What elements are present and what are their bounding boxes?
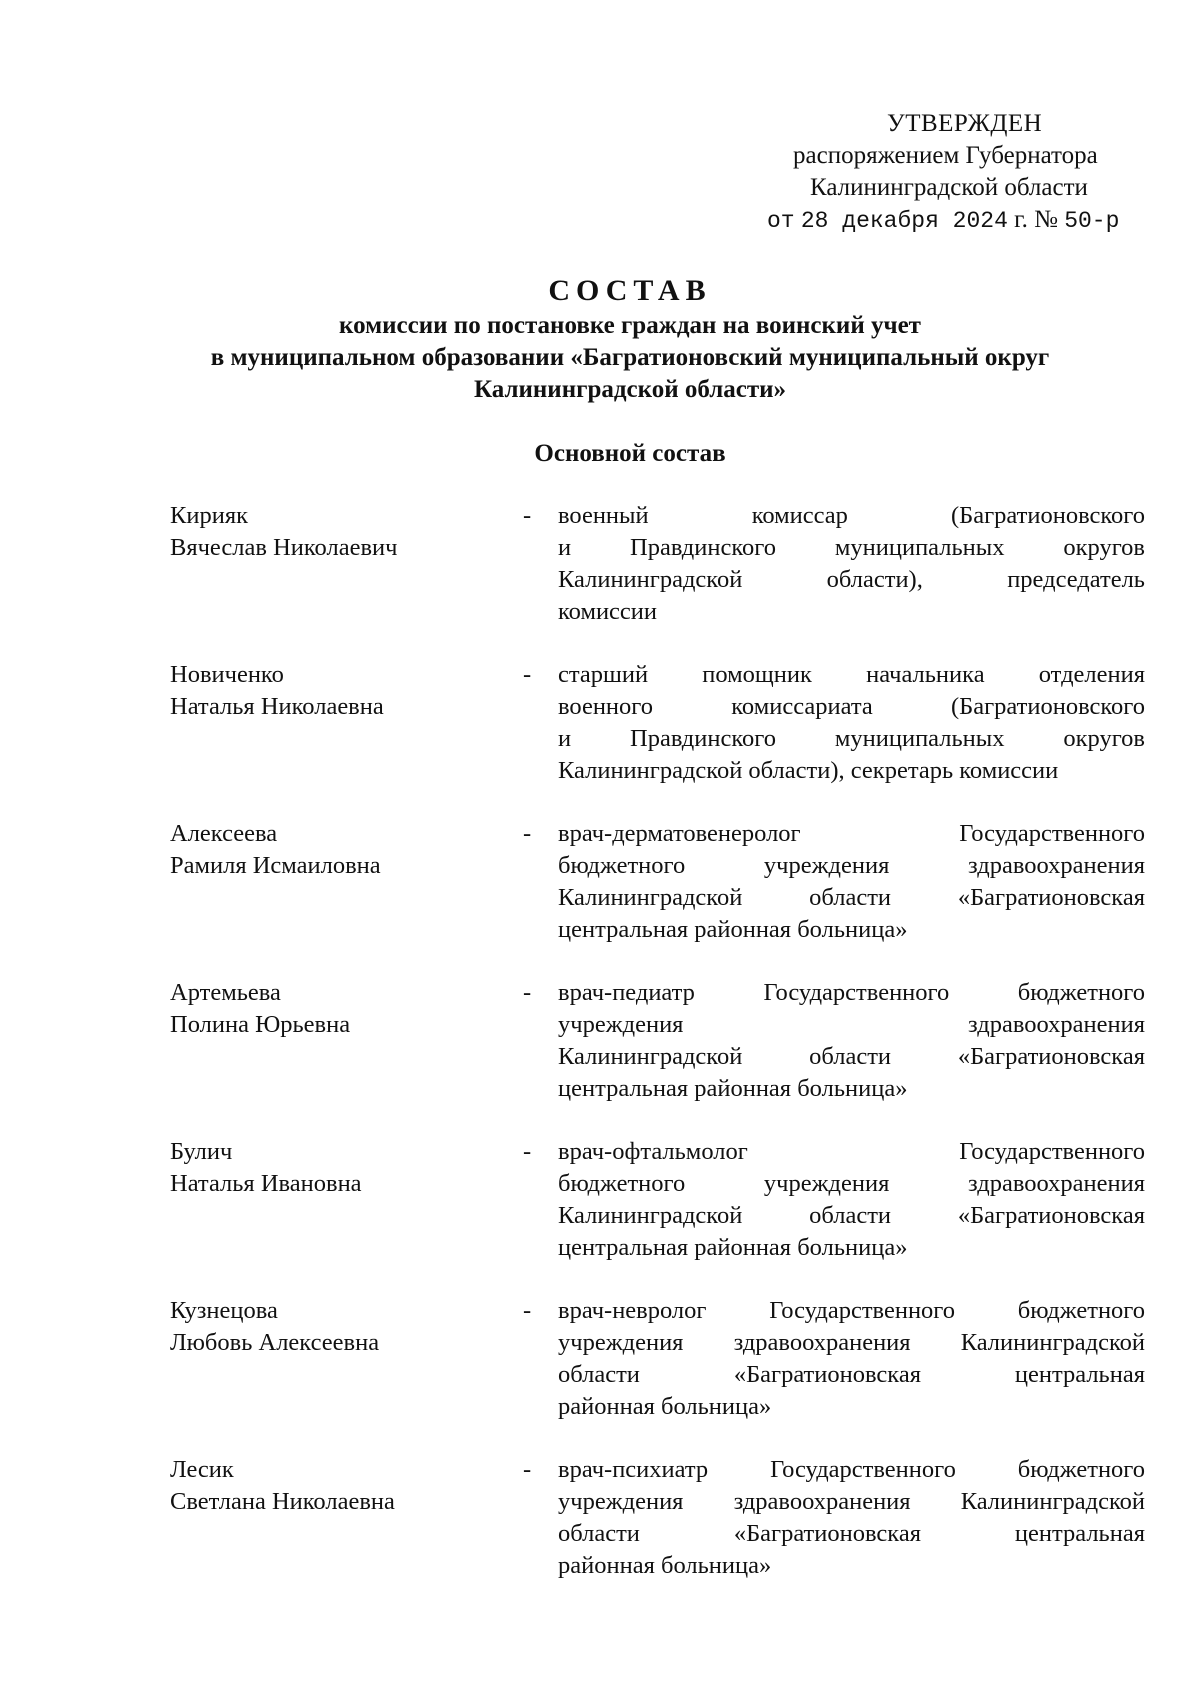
member-given-name: Любовь Алексеевна xyxy=(170,1329,380,1356)
member-description-line: бюджетного учреждения здравоохранения xyxy=(558,1170,1145,1197)
document-heading xyxy=(150,272,1110,406)
member-description-line: области «Багратионовская центральная xyxy=(558,1520,1145,1547)
member-description-line: врач-педиатр Государственного бюджетного xyxy=(558,979,1145,1006)
member-surname: Алексеева xyxy=(170,820,278,847)
member-description-line: центральная районная больница» xyxy=(558,916,908,943)
member-row xyxy=(170,818,1145,977)
member-row xyxy=(170,1136,1145,1295)
member-given-name: Светлана Николаевна xyxy=(170,1488,395,1515)
member-description-line: военного комиссариата (Багратионовского xyxy=(558,693,1145,720)
member-name xyxy=(170,500,490,564)
member-description-line: бюджетного учреждения здравоохранения xyxy=(558,852,1145,879)
member-description xyxy=(558,659,1145,787)
member-description xyxy=(558,818,1145,946)
approval-number-label: г. № xyxy=(1007,206,1065,233)
member-description xyxy=(558,1454,1145,1582)
member-description-line: военный комиссар (Багратионовского xyxy=(558,502,1145,529)
member-name xyxy=(170,1136,490,1200)
member-row xyxy=(170,977,1145,1136)
member-description-line: районная больница» xyxy=(558,1393,772,1420)
member-description-line: учреждения здравоохранения Калининградской xyxy=(558,1488,1145,1515)
member-description-line: Калининградской области), секретарь комиссии xyxy=(558,757,1059,784)
member-description-line: и Правдинского муниципальных округов xyxy=(558,534,1145,561)
member-given-name: Наталья Николаевна xyxy=(170,693,384,720)
member-dash: - xyxy=(523,502,532,529)
member-description xyxy=(558,500,1145,628)
member-given-name: Полина Юрьевна xyxy=(170,1011,351,1038)
member-surname: Новиченко xyxy=(170,661,284,688)
member-description-line: врач-психиатр Государственного бюджетного xyxy=(558,1456,1145,1483)
member-description xyxy=(558,1136,1145,1264)
member-description-line: врач-офтальмолог Государственного xyxy=(558,1138,1145,1165)
member-given-name: Рамиля Исмаиловна xyxy=(170,852,381,879)
member-description-line: Калининградской области «Багратионовская xyxy=(558,1202,1145,1229)
member-row xyxy=(170,1295,1145,1454)
member-description-line: старший помощник начальника отделения xyxy=(558,661,1145,688)
member-dash: - xyxy=(523,979,532,1006)
member-surname: Кузнецова xyxy=(170,1297,278,1324)
member-surname: Булич xyxy=(170,1138,233,1165)
member-name xyxy=(170,659,490,723)
approval-block xyxy=(740,108,1140,237)
member-description-line: комиссии xyxy=(558,598,658,625)
member-name xyxy=(170,977,490,1041)
approval-line-region: Калининградской области xyxy=(810,174,1088,201)
member-surname: Артемьева xyxy=(170,979,281,1006)
member-dash: - xyxy=(523,1456,532,1483)
member-given-name: Наталья Ивановна xyxy=(170,1170,362,1197)
member-surname: Лесик xyxy=(170,1456,234,1483)
member-name xyxy=(170,1295,490,1359)
member-dash: - xyxy=(523,1138,532,1165)
member-description-line: области «Багратионовская центральная xyxy=(558,1361,1145,1388)
member-description-line: центральная районная больница» xyxy=(558,1075,908,1102)
heading-line-2: в муниципальном образовании «Багратионовский муниципальный округ xyxy=(210,344,1050,371)
member-description-line: Калининградской области «Багратионовская xyxy=(558,1043,1145,1070)
member-dash: - xyxy=(523,661,532,688)
member-name xyxy=(170,1454,490,1518)
approval-date-value: 28 декабря 2024 xyxy=(800,208,1008,234)
section-title: Основной состав xyxy=(534,440,726,467)
member-description-line: Калининградской области «Багратионовская xyxy=(558,884,1145,911)
member-given-name: Вячеслав Николаевич xyxy=(170,534,398,561)
approval-line-decree: распоряжением Губернатора xyxy=(793,142,1098,169)
member-description-line: Калининградской области), председатель xyxy=(558,566,1145,593)
approval-date-prefix: от xyxy=(767,208,795,234)
member-dash: - xyxy=(523,820,532,847)
heading-title: СОСТАВ xyxy=(548,274,712,307)
heading-line-3: Калининградской области» xyxy=(473,376,787,403)
member-description-line: учреждения здравоохранения xyxy=(558,1011,1145,1038)
member-description-line: врач-дерматовенеролог Государственного xyxy=(558,820,1145,847)
member-description-line: учреждения здравоохранения Калининградской xyxy=(558,1329,1145,1356)
approval-title: УТВЕРЖДЕН xyxy=(887,110,1043,137)
member-description xyxy=(558,977,1145,1105)
members-list xyxy=(170,500,1145,1613)
member-row xyxy=(170,659,1145,818)
member-description xyxy=(558,1295,1145,1423)
member-surname: Кирияк xyxy=(170,502,248,529)
member-row xyxy=(170,1454,1145,1613)
member-description-line: и Правдинского муниципальных округов xyxy=(558,725,1145,752)
member-name xyxy=(170,818,490,882)
member-description-line: центральная районная больница» xyxy=(558,1234,908,1261)
member-dash: - xyxy=(523,1297,532,1324)
heading-line-1: комиссии по постановке граждан на воинский учет xyxy=(339,312,921,339)
member-description-line: районная больница» xyxy=(558,1552,772,1579)
member-description-line: врач-невролог Государственного бюджетного xyxy=(558,1297,1145,1324)
member-row xyxy=(170,500,1145,659)
approval-number: 50-р xyxy=(1064,208,1120,234)
approval-date-line xyxy=(740,204,1140,237)
